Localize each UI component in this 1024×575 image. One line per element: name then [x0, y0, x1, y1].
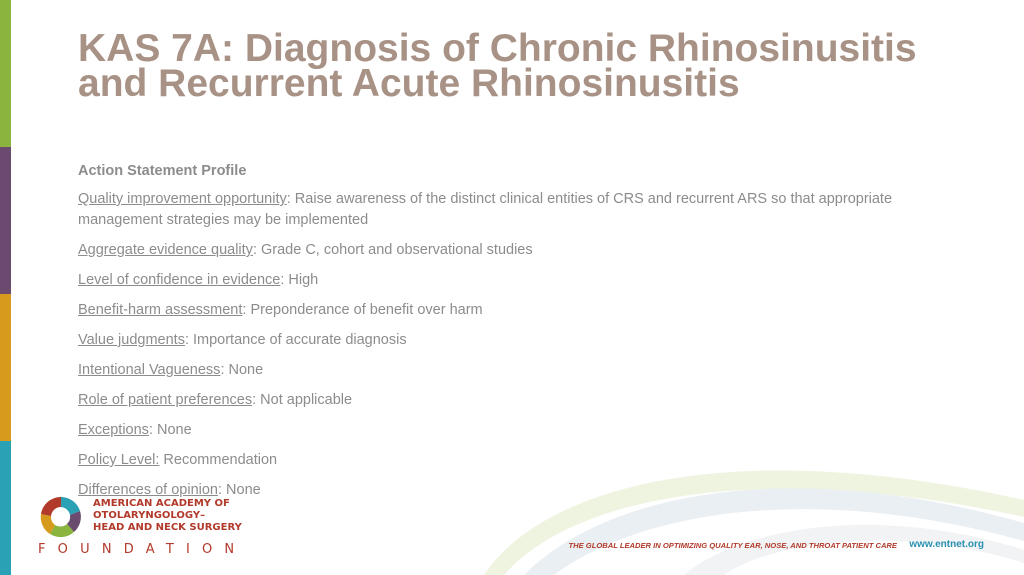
profile-row-value: : None [220, 362, 264, 378]
profile-row-value: : Raise awareness of the distinct clinical entities of CRS and recurrent ARS so that appropriate management strategies may be implemented [78, 191, 893, 228]
profile-row-value: : None [148, 422, 192, 438]
slide-title: KAS 7A: Diagnosis of Chronic Rhinosinusitis and Recurrent Acute Rhinosinusitis [78, 27, 917, 105]
accent-stripe-teal [0, 441, 11, 575]
foundation-wordmark: FOUNDATION [38, 542, 247, 557]
org-name-line: OTOLARYNGOLOGY– [93, 510, 206, 521]
profile-row-key: Exceptions [78, 422, 149, 438]
profile-row-confidence [78, 270, 958, 291]
action-statement-profile [78, 162, 958, 510]
spiral-logo-icon [38, 494, 84, 540]
profile-row-evidence-quality [78, 240, 958, 261]
profile-row-value: : High [280, 272, 319, 288]
accent-stripe-purple [0, 147, 11, 294]
profile-row-patient-preferences [78, 390, 958, 411]
profile-row-quality-improvement [78, 189, 958, 231]
profile-row-key: Role of patient preferences [78, 392, 253, 408]
profile-row-key: Value judgments [78, 332, 185, 348]
profile-row-value: : Not applicable [252, 392, 353, 408]
profile-row-value-judgments [78, 330, 958, 351]
profile-row-key: Quality improvement opportunity [78, 191, 287, 207]
profile-row-value: : None [218, 482, 261, 498]
profile-row-benefit-harm [78, 300, 958, 321]
org-name [93, 498, 293, 534]
profile-row-key: Differences of opinion [78, 482, 218, 498]
profile-row-vagueness [78, 360, 958, 381]
profile-row-value: Recommendation [159, 452, 278, 468]
profile-heading: Action Statement Profile [78, 163, 247, 179]
accent-stripe-orange [0, 294, 11, 441]
profile-row-policy-level [78, 450, 958, 471]
footer-tagline: THE GLOBAL LEADER IN OPTIMIZING QUALITY EAR, NOSE, AND THROAT PATIENT CARE [568, 541, 897, 550]
profile-row-key: Policy Level: [78, 452, 160, 468]
profile-row-value: : Preponderance of benefit over harm [242, 302, 483, 318]
profile-row-value: : Grade C, cohort and observational studies [252, 242, 533, 258]
website-link[interactable]: www.entnet.org [909, 539, 984, 550]
profile-row-key: Intentional Vagueness [78, 362, 221, 378]
profile-row-exceptions [78, 420, 958, 441]
profile-row-key: Aggregate evidence quality [78, 242, 253, 258]
org-name-line: HEAD AND NECK SURGERY [93, 522, 242, 533]
profile-row-key: Level of confidence in evidence [78, 272, 281, 288]
profile-row-value: : Importance of accurate diagnosis [184, 332, 407, 348]
org-name-line: AMERICAN ACADEMY OF [93, 498, 230, 509]
profile-row-key: Benefit-harm assessment [78, 302, 243, 318]
accent-stripe-green [0, 0, 11, 147]
